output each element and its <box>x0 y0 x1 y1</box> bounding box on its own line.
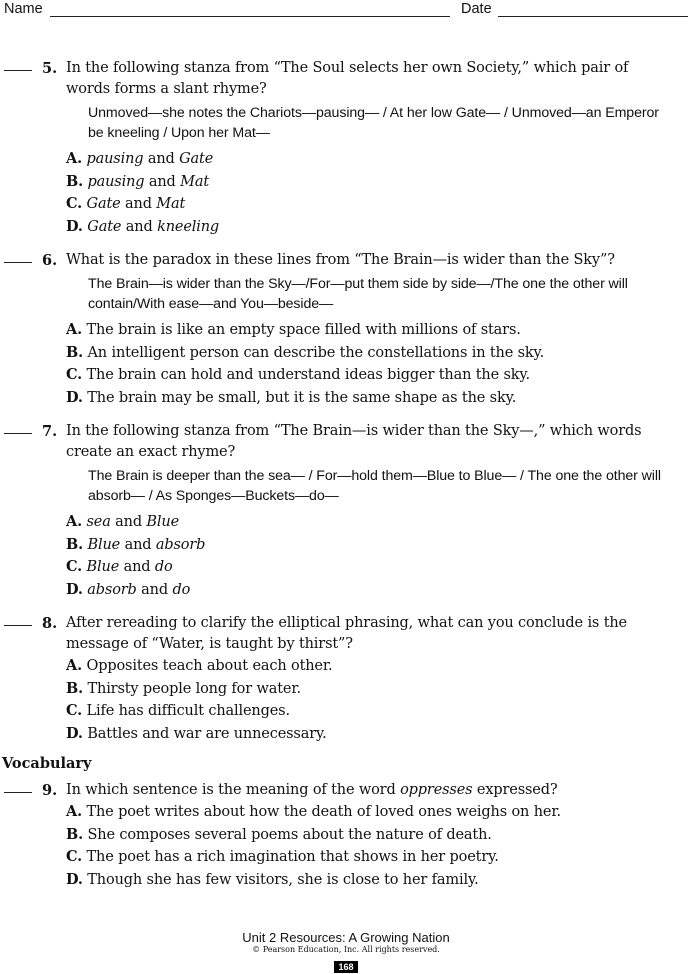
question-stem: In the following stanza from “The Brain—is wider than the Sky—,” which words create an exact rhyme? <box>66 423 642 460</box>
choice-word: Mat <box>180 173 210 190</box>
choice-text: Opposites teach about each other. <box>86 658 333 674</box>
choice-letter: A. <box>66 321 82 338</box>
question-stem: What is the paradox in these lines from “The Brain—is wider than the Sky”? <box>66 252 615 268</box>
choice-letter: C. <box>66 366 83 383</box>
choice-word: pausing <box>87 173 145 190</box>
choice-word: Gate <box>86 196 121 212</box>
question-6 <box>0 250 692 409</box>
choice-word: Blue <box>146 514 180 530</box>
choice-conjunction: and <box>119 559 155 575</box>
choice-d[interactable] <box>66 216 674 239</box>
question-stem: In the following stanza from “The Soul selects her own Society,” which pair of words forms a slant rhyme? <box>66 60 629 97</box>
choice-c[interactable] <box>66 364 674 387</box>
worksheet-content <box>0 58 692 903</box>
choice-b[interactable] <box>66 678 674 701</box>
question-number: 9. <box>42 782 58 799</box>
question-8 <box>0 613 692 745</box>
choice-a[interactable] <box>66 148 674 171</box>
choice-text: The brain is like an empty space filled with millions of stars. <box>86 322 521 338</box>
question-5 <box>0 58 692 238</box>
choice-word: kneeling <box>157 218 220 235</box>
choice-letter: C. <box>66 195 83 212</box>
page-footer <box>0 930 692 974</box>
choice-letter: B. <box>66 679 84 697</box>
question-7 <box>0 421 692 601</box>
choice-text: She composes several poems about the nature of death. <box>87 826 492 843</box>
choice-c[interactable] <box>66 193 674 216</box>
choice-word: Mat <box>156 196 186 212</box>
answer-blank[interactable] <box>4 70 32 71</box>
choice-text: Battles and war are unnecessary. <box>87 725 327 742</box>
page-header <box>0 0 692 24</box>
question-number: 8. <box>42 615 58 632</box>
poem-excerpt: The Brain—is wider than the Sky—/For—put them side by side—/The one the other will contain/With ease—and You—beside— <box>88 276 628 312</box>
choice-text: Thirsty people long for water. <box>87 680 301 697</box>
name-label: Name <box>4 1 43 17</box>
poem-excerpt: Unmoved—she notes the Chariots—pausing— / At her low Gate— / Unmoved—an Emperor be kneeling / Upon her Mat— <box>88 105 659 141</box>
choice-word: pausing <box>86 151 144 167</box>
footer-title: Unit 2 Resources: A Growing Nation <box>242 930 450 945</box>
copyright-notice: © Pearson Education, Inc. All rights reserved. <box>252 945 440 954</box>
choice-conjunction: and <box>120 536 156 553</box>
question-9 <box>0 780 692 891</box>
choice-letter: D. <box>66 388 83 406</box>
choice-word: sea <box>86 514 111 530</box>
choice-word: do <box>172 581 191 598</box>
choice-word: Blue <box>86 559 120 575</box>
choice-a[interactable] <box>66 801 674 824</box>
choice-text: The brain can hold and understand ideas bigger than the sky. <box>86 367 530 383</box>
choice-conjunction: and <box>144 173 181 190</box>
choice-letter: D. <box>66 217 83 235</box>
choice-d[interactable] <box>66 723 674 746</box>
choice-c[interactable] <box>66 700 674 723</box>
choice-letter: B. <box>66 343 84 361</box>
choice-word: absorb <box>87 581 137 598</box>
answer-blank[interactable] <box>4 262 32 263</box>
choice-word: do <box>154 559 173 575</box>
choice-c[interactable] <box>66 846 674 869</box>
vocabulary-heading: Vocabulary <box>2 755 92 772</box>
answer-blank[interactable] <box>4 792 32 793</box>
choice-word: Blue <box>87 536 121 553</box>
answer-blank[interactable] <box>4 433 32 434</box>
choice-letter: D. <box>66 580 83 598</box>
choice-b[interactable] <box>66 342 674 365</box>
poem-excerpt: The Brain is deeper than the sea— / For—hold them—Blue to Blue— / The one the other will absorb— / As Sponges—Buckets—do— <box>88 468 661 504</box>
choice-conjunction: and <box>110 514 147 530</box>
stem-text: expressed? <box>472 782 558 798</box>
choice-word: Gate <box>179 151 214 167</box>
choice-letter: D. <box>66 724 83 742</box>
choice-a[interactable] <box>66 511 674 534</box>
question-number: 5. <box>42 60 58 77</box>
question-number: 6. <box>42 252 58 269</box>
choice-text: Life has difficult challenges. <box>86 703 290 719</box>
choice-letter: C. <box>66 702 83 719</box>
choice-text: An intelligent person can describe the constellations in the sky. <box>87 344 545 361</box>
answer-blank[interactable] <box>4 625 32 626</box>
question-stem: After rereading to clarify the elliptical phrasing, what can you conclude is the message of “Water, is taught by thirst”? <box>66 615 627 652</box>
choice-a[interactable] <box>66 319 674 342</box>
choice-text: Though she has few visitors, she is close to her family. <box>87 871 479 888</box>
choice-text: The poet has a rich imagination that shows in her poetry. <box>86 849 499 865</box>
choice-text: The poet writes about how the death of loved ones weighs on her. <box>86 804 561 820</box>
date-field-line[interactable] <box>498 16 688 17</box>
choice-letter: B. <box>66 172 84 190</box>
choice-b[interactable] <box>66 824 674 847</box>
choice-letter: A. <box>66 150 82 167</box>
question-stem <box>66 780 674 801</box>
page-number: 168 <box>334 961 357 973</box>
choice-d[interactable] <box>66 387 674 410</box>
choice-conjunction: and <box>143 151 180 167</box>
choice-letter: A. <box>66 803 82 820</box>
choice-conjunction: and <box>120 196 157 212</box>
name-field-line[interactable] <box>50 16 450 17</box>
choice-conjunction: and <box>121 218 158 235</box>
choice-b[interactable] <box>66 534 674 557</box>
choice-letter: C. <box>66 558 83 575</box>
choice-c[interactable] <box>66 556 674 579</box>
vocabulary-word: oppresses <box>400 782 473 798</box>
choice-letter: A. <box>66 513 82 530</box>
choice-word: absorb <box>155 536 206 553</box>
choice-letter: D. <box>66 870 83 888</box>
choice-b[interactable] <box>66 171 674 194</box>
choice-conjunction: and <box>136 581 173 598</box>
choice-letter: A. <box>66 657 82 674</box>
choice-d[interactable] <box>66 869 674 892</box>
choice-word: Gate <box>87 218 122 235</box>
choice-letter: B. <box>66 535 84 553</box>
choice-d[interactable] <box>66 579 674 602</box>
date-label: Date <box>461 1 492 17</box>
question-number: 7. <box>42 423 58 440</box>
choice-letter: C. <box>66 848 83 865</box>
choice-letter: B. <box>66 825 84 843</box>
stem-text: In which sentence is the meaning of the word <box>66 782 401 798</box>
choice-a[interactable] <box>66 655 674 678</box>
choice-text: The brain may be small, but it is the same shape as the sky. <box>87 389 517 406</box>
